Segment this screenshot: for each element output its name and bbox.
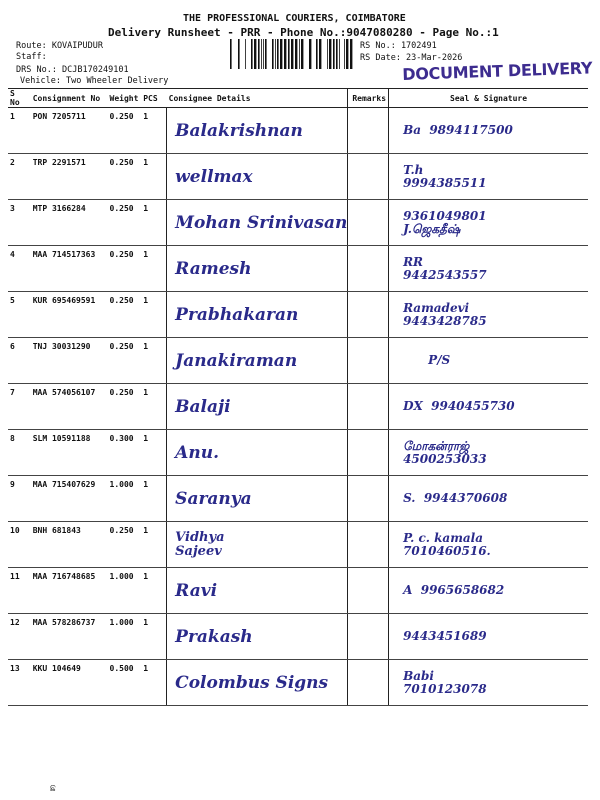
row-consignee-cell: [167, 246, 348, 292]
row-signature: T.h 9994385511: [403, 162, 487, 190]
row-sno: 13: [10, 664, 20, 673]
row-signature-cell: [389, 338, 588, 384]
row-pcs-cell: [141, 200, 166, 246]
row-consignee: Balakrishnan: [175, 120, 303, 141]
row-signature: A 9965658682: [403, 583, 505, 597]
row-sno: 2: [10, 158, 15, 167]
row-weight: 0.250: [109, 158, 134, 167]
row-sno-cell: [8, 660, 31, 706]
table-row: [8, 154, 588, 200]
row-weight: 0.300: [109, 434, 134, 443]
table-row: [8, 614, 588, 660]
row-consignment-no: KKU 104649: [32, 664, 81, 673]
col-sno: S No: [8, 89, 31, 108]
row-consignment-no-cell: [31, 200, 108, 246]
row-pcs: 1: [143, 480, 149, 489]
table-row: [8, 292, 588, 338]
row-pcs-cell: [141, 476, 166, 522]
barcode-bar: [333, 39, 335, 69]
row-consignment-no: MTP 3166284: [32, 204, 86, 213]
table-row: [8, 660, 588, 706]
row-signature-cell: [389, 430, 588, 476]
barcode-bar: [301, 39, 303, 69]
row-signature-cell: [389, 522, 588, 568]
row-pcs: 1: [143, 296, 149, 305]
row-signature: 9443451689: [403, 629, 487, 643]
row-pcs: 1: [143, 664, 149, 673]
row-pcs-cell: [141, 246, 166, 292]
row-pcs-cell: [141, 384, 166, 430]
row-consignee: Balaji: [175, 396, 231, 417]
row-pcs: 1: [143, 572, 149, 581]
row-pcs-cell: [141, 522, 166, 568]
col-remarks: Remarks: [348, 89, 389, 108]
rs-date: RS Date: 23-Mar-2026: [360, 53, 463, 63]
row-signature-cell: [389, 292, 588, 338]
row-consignee-cell: [167, 476, 348, 522]
row-signature: P. c. kamala 7010460516.: [403, 530, 491, 558]
row-consignment-no-cell: [31, 476, 108, 522]
row-consignment-no-cell: [31, 154, 108, 200]
row-weight-cell: [108, 430, 142, 476]
row-consignee: Mohan Srinivasan: [175, 212, 348, 233]
row-pcs-cell: [141, 430, 166, 476]
row-pcs-cell: [141, 154, 166, 200]
row-pcs: 1: [143, 250, 149, 259]
barcode-bar: [275, 39, 276, 69]
row-sno-cell: [8, 200, 31, 246]
row-sno: 12: [10, 618, 20, 627]
row-remarks-cell: [348, 108, 389, 154]
barcode-bar: [344, 39, 345, 69]
document-title: THE PROFESSIONAL COURIERS, COIMBATORE: [183, 13, 406, 24]
barcode-bar: [327, 39, 328, 69]
table-row: [8, 200, 588, 246]
row-pcs: 1: [143, 158, 149, 167]
row-weight-cell: [108, 568, 142, 614]
row-weight-cell: [108, 476, 142, 522]
row-consignment-no: MAA 716748685: [32, 572, 96, 581]
row-sno-cell: [8, 430, 31, 476]
col-consignment: Consignment No: [31, 89, 108, 108]
vehicle-label: Vehicle: Two Wheeler Delivery: [20, 76, 169, 86]
barcode-bar: [291, 39, 293, 69]
row-weight: 0.250: [109, 296, 134, 305]
row-pcs-cell: [141, 614, 166, 660]
row-sno-cell: [8, 338, 31, 384]
row-consignee-cell: [167, 154, 348, 200]
row-consignment-no: SLM 10591188: [32, 434, 91, 443]
row-weight-cell: [108, 154, 142, 200]
row-signature: மோகன்ராஜ் 4500253033: [403, 438, 487, 466]
row-signature: Ba 9894117500: [403, 123, 513, 137]
row-weight-cell: [108, 614, 142, 660]
barcode-bar: [261, 39, 262, 69]
row-sno: 1: [10, 112, 15, 121]
row-sno: 8: [10, 434, 15, 443]
row-pcs-cell: [141, 108, 166, 154]
barcode-bar: [280, 39, 282, 69]
barcode-bar: [346, 39, 348, 69]
barcode-bar: [251, 39, 253, 69]
row-consignee: Prabhakaran: [175, 304, 299, 325]
row-sno: 7: [10, 388, 15, 397]
row-weight: 1.000: [109, 618, 134, 627]
row-consignment-no-cell: [31, 246, 108, 292]
barcode-bar: [329, 39, 331, 69]
row-consignment-no-cell: [31, 614, 108, 660]
row-consignee: Janakiraman: [175, 350, 298, 371]
row-sno-cell: [8, 154, 31, 200]
table-row: [8, 476, 588, 522]
row-signature: RR 9442543557: [403, 254, 487, 282]
row-remarks-cell: [348, 522, 389, 568]
row-weight-cell: [108, 246, 142, 292]
row-pcs: 1: [143, 618, 149, 627]
row-pcs-cell: [141, 568, 166, 614]
row-consignee: Colombus Signs: [175, 672, 329, 693]
row-signature-cell: [389, 384, 588, 430]
row-weight-cell: [108, 108, 142, 154]
row-pcs-cell: [141, 660, 166, 706]
row-pcs: 1: [143, 112, 149, 121]
row-sno-cell: [8, 292, 31, 338]
row-sno-cell: [8, 246, 31, 292]
row-sno: 4: [10, 250, 15, 259]
row-weight: 0.250: [109, 112, 134, 121]
barcode-bar: [272, 39, 274, 69]
row-consignment-no-cell: [31, 522, 108, 568]
drs-number: DRS No.: DCJB170249101: [16, 65, 129, 75]
barcode-bar: [316, 39, 318, 69]
row-signature-cell: [389, 614, 588, 660]
runsheet-table: [8, 88, 588, 706]
barcode-bar: [258, 39, 260, 69]
col-signature: Seal & Signature: [389, 89, 588, 108]
row-sno: 11: [10, 572, 20, 581]
row-signature: P/S: [403, 353, 451, 367]
row-consignee: Anu.: [175, 442, 219, 463]
barcode-bar: [319, 39, 321, 69]
row-signature: 9361049801 J.ஜெகதீஷ்: [403, 208, 487, 236]
barcode-bar: [265, 39, 267, 69]
barcode-bar: [245, 39, 246, 69]
staff-label: Staff:: [16, 52, 47, 62]
row-consignee: Ramesh: [175, 258, 252, 279]
row-consignee-cell: [167, 384, 348, 430]
row-signature-cell: [389, 246, 588, 292]
row-consignment-no-cell: [31, 660, 108, 706]
table-row: [8, 338, 588, 384]
row-pcs: 1: [143, 388, 149, 397]
row-signature-cell: [389, 476, 588, 522]
row-sno: 10: [10, 526, 20, 535]
row-remarks-cell: [348, 660, 389, 706]
barcode-bar: [284, 39, 286, 69]
row-remarks-cell: [348, 568, 389, 614]
row-sno: 3: [10, 204, 15, 213]
row-consignee: Saranya: [175, 488, 252, 509]
barcode-bar: [254, 39, 256, 69]
row-weight: 0.250: [109, 204, 134, 213]
row-weight: 1.000: [109, 480, 134, 489]
row-consignee-cell: [167, 200, 348, 246]
row-sno-cell: [8, 108, 31, 154]
row-consignee-cell: [167, 568, 348, 614]
barcode-bar: [263, 39, 264, 69]
row-consignee: Vidhya Sajeev: [175, 529, 225, 559]
row-consignment-no: MAA 578286737: [32, 618, 96, 627]
footer-mark: ଛ: [50, 784, 56, 794]
barcode-bar: [238, 39, 240, 69]
table-row: [8, 430, 588, 476]
row-sno-cell: [8, 476, 31, 522]
row-pcs-cell: [141, 292, 166, 338]
row-consignee-cell: [167, 522, 348, 568]
row-sno: 6: [10, 342, 15, 351]
row-consignee: wellmax: [175, 166, 253, 187]
table-row: [8, 108, 588, 154]
row-consignment-no-cell: [31, 430, 108, 476]
row-sno: 5: [10, 296, 15, 305]
row-consignment-no-cell: [31, 292, 108, 338]
row-weight-cell: [108, 660, 142, 706]
row-signature-cell: [389, 154, 588, 200]
row-weight: 0.250: [109, 526, 134, 535]
barcode-bar: [288, 39, 290, 69]
row-signature: S. 9944370608: [403, 491, 508, 505]
barcode-bar: [309, 39, 311, 69]
row-sno-cell: [8, 614, 31, 660]
col-weight: Weight: [108, 89, 142, 108]
row-remarks-cell: [348, 384, 389, 430]
row-remarks-cell: [348, 200, 389, 246]
row-weight-cell: [108, 384, 142, 430]
row-weight-cell: [108, 200, 142, 246]
barcode-bar: [295, 39, 297, 69]
table-row: [8, 522, 588, 568]
row-weight: 0.250: [109, 250, 134, 259]
row-remarks-cell: [348, 476, 389, 522]
barcode-bar: [339, 39, 340, 69]
row-pcs: 1: [143, 204, 149, 213]
row-consignee: Prakash: [175, 626, 253, 647]
row-consignee-cell: [167, 614, 348, 660]
row-consignee-cell: [167, 430, 348, 476]
row-remarks-cell: [348, 154, 389, 200]
row-consignment-no-cell: [31, 108, 108, 154]
barcode-bar: [277, 39, 279, 69]
row-signature: DX 9940455730: [403, 399, 515, 413]
row-consignment-no-cell: [31, 338, 108, 384]
row-sno-cell: [8, 522, 31, 568]
row-signature-cell: [389, 108, 588, 154]
row-sno: 9: [10, 480, 15, 489]
barcode-bar: [299, 39, 300, 69]
row-consignee-cell: [167, 292, 348, 338]
row-consignment-no: MAA 715407629: [32, 480, 96, 489]
row-consignment-no: BNH 681843: [32, 526, 81, 535]
route-label: Route: KOVAIPUDUR: [16, 41, 103, 51]
row-consignment-no-cell: [31, 384, 108, 430]
row-consignee-cell: [167, 108, 348, 154]
row-pcs: 1: [143, 434, 149, 443]
row-weight: 0.500: [109, 664, 134, 673]
row-remarks-cell: [348, 292, 389, 338]
runsheet-subtitle: Delivery Runsheet - PRR - Phone No.:9047080280 - Page No.:1: [108, 26, 499, 39]
row-weight-cell: [108, 522, 142, 568]
row-weight: 0.250: [109, 388, 134, 397]
row-weight-cell: [108, 338, 142, 384]
row-weight: 0.250: [109, 342, 134, 351]
table-header-row: [8, 89, 588, 108]
row-signature-cell: [389, 568, 588, 614]
row-consignment-no: MAA 574056107: [32, 388, 96, 397]
barcode-bar: [336, 39, 338, 69]
row-consignment-no: MAA 714517363: [32, 250, 96, 259]
row-consignee: Ravi: [175, 580, 218, 601]
table-row: [8, 384, 588, 430]
barcode-bar: [350, 39, 352, 69]
row-weight: 1.000: [109, 572, 134, 581]
rs-number: RS No.: 1702491: [360, 41, 437, 51]
col-pcs: PCS: [141, 89, 166, 108]
row-sno-cell: [8, 384, 31, 430]
row-pcs: 1: [143, 342, 149, 351]
row-consignment-no: KUR 695469591: [32, 296, 96, 305]
row-remarks-cell: [348, 430, 389, 476]
row-pcs-cell: [141, 338, 166, 384]
row-signature: Babi 7010123078: [403, 668, 487, 696]
table-row: [8, 246, 588, 292]
col-consignee: Consignee Details: [167, 89, 348, 108]
row-remarks-cell: [348, 246, 389, 292]
row-consignee-cell: [167, 338, 348, 384]
row-weight-cell: [108, 292, 142, 338]
row-signature: Ramadevi 9443428785: [403, 300, 487, 328]
row-signature-cell: [389, 200, 588, 246]
row-consignment-no-cell: [31, 568, 108, 614]
barcode-image: [230, 39, 354, 69]
row-consignment-no: TRP 2291571: [32, 158, 86, 167]
row-remarks-cell: [348, 614, 389, 660]
row-consignee-cell: [167, 660, 348, 706]
row-consignment-no: PON 7205711: [32, 112, 86, 121]
row-consignment-no: TNJ 30031290: [32, 342, 91, 351]
row-remarks-cell: [348, 338, 389, 384]
row-pcs: 1: [143, 526, 149, 535]
table-row: [8, 568, 588, 614]
barcode-bar: [230, 39, 232, 69]
document-delivery-stamp: DOCUMENT DELIVERY: [402, 58, 593, 84]
row-signature-cell: [389, 660, 588, 706]
row-sno-cell: [8, 568, 31, 614]
